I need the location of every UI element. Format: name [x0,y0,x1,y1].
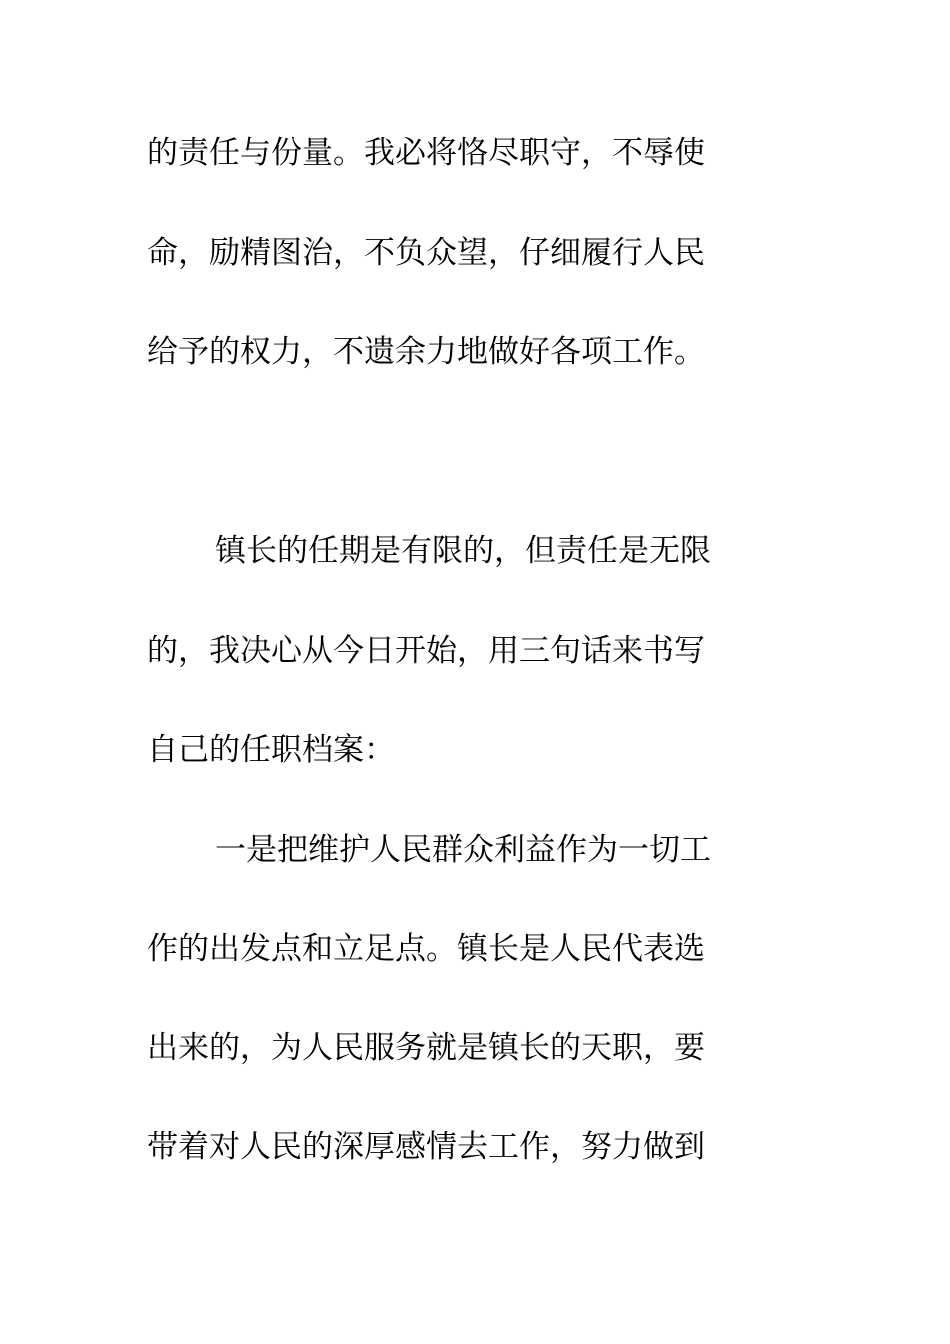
text-line: 自己的任职档案： [147,732,395,768]
text-line: 出来的，为人民服务就是镇长的天职，要 [147,1030,705,1066]
text-line: 的，我决心从今日开始，用三句话来书写 [147,633,705,669]
paragraph-start-line: 一是把维护人民群众利益作为一切工 [215,832,711,868]
text-line: 命，励精图治，不负众望，仔细履行人民 [147,235,705,271]
text-line: 给予的权力，不遗余力地做好各项工作。 [147,334,705,370]
text-line: 作的出发点和立足点。镇长是人民代表选 [147,931,705,967]
paragraph-start-line: 镇长的任期是有限的，但责任是无限 [215,533,711,569]
text-line: 的责任与份量。我必将恪尽职守，不辱使 [147,135,705,171]
text-line: 带着对人民的深厚感情去工作，努力做到 [147,1129,705,1165]
